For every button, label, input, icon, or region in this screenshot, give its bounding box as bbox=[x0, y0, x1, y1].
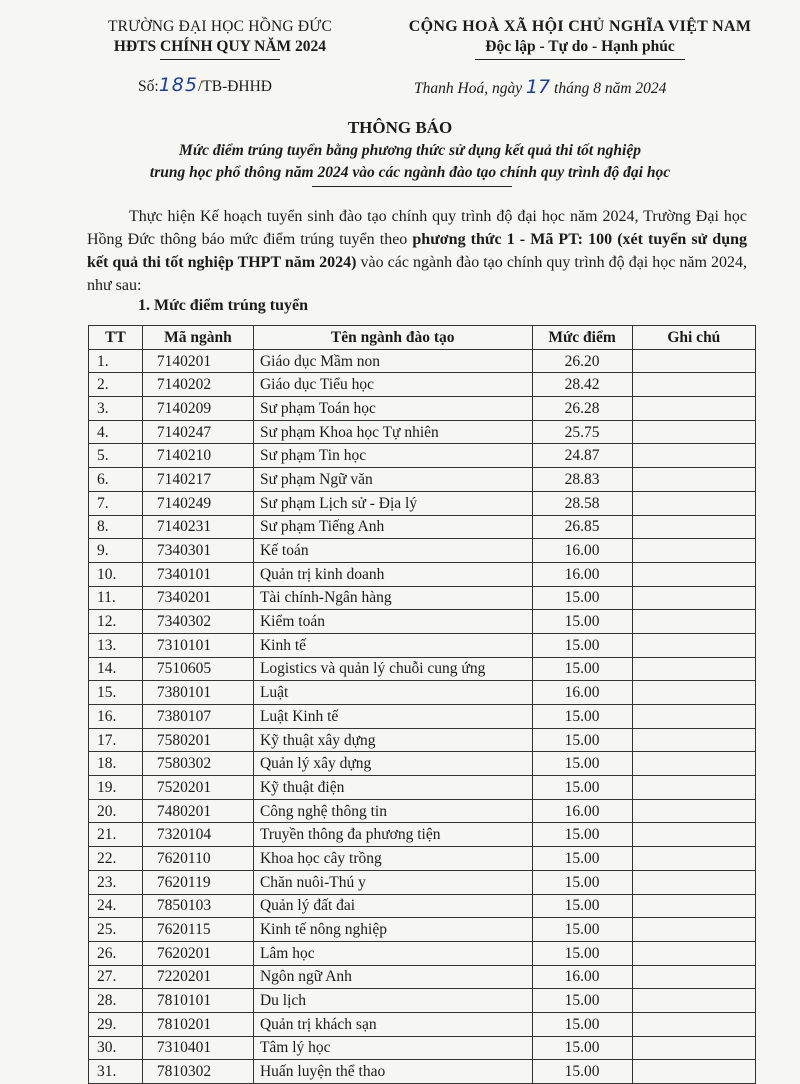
row-note bbox=[632, 823, 755, 847]
table-row bbox=[89, 847, 756, 871]
row-major-name: Kế toán bbox=[253, 539, 532, 563]
row-major-code: 7620110 bbox=[142, 847, 253, 871]
row-index: 2. bbox=[89, 373, 143, 397]
row-index: 14. bbox=[89, 657, 143, 681]
national-title: CỘNG HOÀ XÃ HỘI CHỦ NGHĨA VIỆT NAM bbox=[408, 18, 752, 35]
row-index: 7. bbox=[89, 491, 143, 515]
row-score: 15.00 bbox=[532, 989, 632, 1013]
document-subtitle-line2: trung học phổ thông năm 2024 vào các ngành đào tạo chính quy trình độ đại học bbox=[149, 164, 671, 181]
row-index: 16. bbox=[89, 705, 143, 729]
table-row bbox=[89, 586, 756, 610]
header-score: Mức điểm bbox=[532, 326, 632, 350]
row-score: 16.00 bbox=[532, 965, 632, 989]
row-note bbox=[632, 444, 755, 468]
row-score: 15.00 bbox=[532, 586, 632, 610]
row-major-name: Giáo dục Mầm non bbox=[253, 349, 532, 373]
row-index: 17. bbox=[89, 728, 143, 752]
row-note bbox=[632, 681, 755, 705]
row-note bbox=[632, 894, 755, 918]
row-major-code: 7140217 bbox=[142, 468, 253, 492]
row-major-code: 7310101 bbox=[142, 633, 253, 657]
row-score: 16.00 bbox=[532, 681, 632, 705]
table-row bbox=[89, 823, 756, 847]
row-score: 16.00 bbox=[532, 539, 632, 563]
header-major-name: Tên ngành đào tạo bbox=[253, 326, 532, 350]
row-major-code: 7140249 bbox=[142, 491, 253, 515]
table-row bbox=[89, 941, 756, 965]
table-row bbox=[89, 515, 756, 539]
row-note bbox=[632, 1012, 755, 1036]
date-suffix: tháng 8 năm 2024 bbox=[554, 80, 667, 97]
row-major-code: 7380107 bbox=[142, 705, 253, 729]
issuer-underline bbox=[160, 59, 280, 60]
table-row bbox=[89, 657, 756, 681]
row-major-name: Tâm lý học bbox=[253, 1036, 532, 1060]
row-index: 12. bbox=[89, 610, 143, 634]
row-score: 15.00 bbox=[532, 657, 632, 681]
row-note bbox=[632, 373, 755, 397]
row-score: 28.42 bbox=[532, 373, 632, 397]
row-note bbox=[632, 870, 755, 894]
table-row bbox=[89, 397, 756, 421]
row-note bbox=[632, 752, 755, 776]
row-major-code: 7810302 bbox=[142, 1060, 253, 1084]
row-score: 15.00 bbox=[532, 1036, 632, 1060]
row-major-name: Khoa học cây trồng bbox=[253, 847, 532, 871]
header-index: TT bbox=[89, 326, 143, 350]
row-major-name: Sư phạm Lịch sử - Địa lý bbox=[253, 491, 532, 515]
row-major-code: 7380101 bbox=[142, 681, 253, 705]
table-row bbox=[89, 610, 756, 634]
row-major-code: 7140210 bbox=[142, 444, 253, 468]
row-index: 24. bbox=[89, 894, 143, 918]
row-score: 15.00 bbox=[532, 823, 632, 847]
row-major-code: 7340101 bbox=[142, 562, 253, 586]
document-title: THÔNG BÁO bbox=[347, 118, 453, 137]
row-index: 28. bbox=[89, 989, 143, 1013]
row-major-code: 7140201 bbox=[142, 349, 253, 373]
row-note bbox=[632, 586, 755, 610]
row-index: 27. bbox=[89, 965, 143, 989]
row-major-code: 7140247 bbox=[142, 420, 253, 444]
row-major-code: 7620201 bbox=[142, 941, 253, 965]
row-note bbox=[632, 397, 755, 421]
row-index: 11. bbox=[89, 586, 143, 610]
row-note bbox=[632, 468, 755, 492]
row-index: 19. bbox=[89, 776, 143, 800]
date-prefix: Thanh Hoá, ngày bbox=[414, 80, 523, 97]
row-major-code: 7220201 bbox=[142, 965, 253, 989]
row-major-name: Huấn luyện thể thao bbox=[253, 1060, 532, 1084]
row-score: 15.00 bbox=[532, 941, 632, 965]
table-row bbox=[89, 444, 756, 468]
table-row bbox=[89, 1036, 756, 1060]
row-note bbox=[632, 633, 755, 657]
national-header bbox=[370, 18, 790, 60]
document-date bbox=[414, 76, 666, 98]
issuer-council: HĐTS CHÍNH QUY NĂM 2024 bbox=[113, 38, 327, 55]
row-major-name: Sư phạm Tiếng Anh bbox=[253, 515, 532, 539]
table-row bbox=[89, 894, 756, 918]
row-major-name: Sư phạm Khoa học Tự nhiên bbox=[253, 420, 532, 444]
row-score: 15.00 bbox=[532, 847, 632, 871]
row-index: 10. bbox=[89, 562, 143, 586]
table-row bbox=[89, 918, 756, 942]
row-index: 30. bbox=[89, 1036, 143, 1060]
row-major-code: 7850103 bbox=[142, 894, 253, 918]
motto-underline bbox=[475, 59, 685, 60]
row-major-code: 7310401 bbox=[142, 1036, 253, 1060]
national-motto: Độc lập - Tự do - Hạnh phúc bbox=[485, 38, 675, 55]
row-score: 16.00 bbox=[532, 799, 632, 823]
row-major-name: Quản lý xây dựng bbox=[253, 752, 532, 776]
row-score: 16.00 bbox=[532, 562, 632, 586]
row-note bbox=[632, 515, 755, 539]
row-major-name: Kinh tế bbox=[253, 633, 532, 657]
row-index: 3. bbox=[89, 397, 143, 421]
row-major-name: Luật bbox=[253, 681, 532, 705]
row-major-name: Tài chính-Ngân hàng bbox=[253, 586, 532, 610]
row-note bbox=[632, 728, 755, 752]
row-note bbox=[632, 776, 755, 800]
row-major-name: Quản trị khách sạn bbox=[253, 1012, 532, 1036]
row-index: 9. bbox=[89, 539, 143, 563]
row-major-name: Chăn nuôi-Thú y bbox=[253, 870, 532, 894]
row-note bbox=[632, 420, 755, 444]
table-row bbox=[89, 705, 756, 729]
row-major-code: 7340302 bbox=[142, 610, 253, 634]
row-index: 13. bbox=[89, 633, 143, 657]
row-score: 26.20 bbox=[532, 349, 632, 373]
row-major-name: Công nghệ thông tin bbox=[253, 799, 532, 823]
date-day-handwritten: 17 bbox=[525, 76, 551, 98]
row-index: 15. bbox=[89, 681, 143, 705]
row-major-code: 7620115 bbox=[142, 918, 253, 942]
subtitle-underline bbox=[312, 186, 512, 187]
row-index: 26. bbox=[89, 941, 143, 965]
row-major-code: 7320104 bbox=[142, 823, 253, 847]
table-row bbox=[89, 420, 756, 444]
row-major-code: 7520201 bbox=[142, 776, 253, 800]
row-major-name: Kinh tế nông nghiệp bbox=[253, 918, 532, 942]
row-major-name: Ngôn ngữ Anh bbox=[253, 965, 532, 989]
table-row bbox=[89, 799, 756, 823]
issuer-header bbox=[70, 18, 370, 60]
row-major-name: Lâm học bbox=[253, 941, 532, 965]
row-note bbox=[632, 657, 755, 681]
body-paragraph bbox=[87, 205, 747, 297]
row-index: 29. bbox=[89, 1012, 143, 1036]
table-header-row bbox=[89, 326, 756, 350]
row-major-name: Sư phạm Toán học bbox=[253, 397, 532, 421]
row-major-code: 7140202 bbox=[142, 373, 253, 397]
row-score: 15.00 bbox=[532, 610, 632, 634]
row-note bbox=[632, 610, 755, 634]
issuer-name: TRƯỜNG ĐẠI HỌC HỒNG ĐỨC bbox=[107, 18, 333, 35]
body-text-part1: Thực hiện Kế hoạch tuyển sinh đào tạo chính quy trình độ đại học năm 2024, Trường Đại học Hồng Đức thông báo mức điểm trúng tuyển theo bbox=[87, 208, 747, 248]
table-row bbox=[89, 989, 756, 1013]
row-index: 20. bbox=[89, 799, 143, 823]
row-score: 24.87 bbox=[532, 444, 632, 468]
row-major-name: Sư phạm Ngữ văn bbox=[253, 468, 532, 492]
admission-scores-table bbox=[88, 325, 756, 1084]
row-score: 26.85 bbox=[532, 515, 632, 539]
row-major-code: 7510605 bbox=[142, 657, 253, 681]
row-note bbox=[632, 1036, 755, 1060]
row-major-code: 7810101 bbox=[142, 989, 253, 1013]
table-row bbox=[89, 468, 756, 492]
row-index: 6. bbox=[89, 468, 143, 492]
row-score: 15.00 bbox=[532, 776, 632, 800]
section-title: 1. Mức điểm trúng tuyển bbox=[138, 297, 309, 314]
row-score: 15.00 bbox=[532, 1060, 632, 1084]
row-major-name: Quản lý đất đai bbox=[253, 894, 532, 918]
row-score: 15.00 bbox=[532, 1012, 632, 1036]
doc-number-prefix: Số: bbox=[138, 78, 159, 95]
row-note bbox=[632, 705, 755, 729]
row-major-code: 7340201 bbox=[142, 586, 253, 610]
row-score: 15.00 bbox=[532, 870, 632, 894]
table-row bbox=[89, 1060, 756, 1084]
row-major-name: Quản trị kinh doanh bbox=[253, 562, 532, 586]
doc-number-handwritten: 185 bbox=[158, 74, 198, 96]
table-row bbox=[89, 870, 756, 894]
body-text-part2: vào các ngành đào tạo chính quy trình độ đại học năm 2024, như sau: bbox=[87, 254, 748, 294]
table-row bbox=[89, 349, 756, 373]
row-index: 8. bbox=[89, 515, 143, 539]
row-note bbox=[632, 989, 755, 1013]
doc-number-suffix: /TB-ĐHHĐ bbox=[197, 78, 273, 95]
row-index: 31. bbox=[89, 1060, 143, 1084]
table-row bbox=[89, 1012, 756, 1036]
row-note bbox=[632, 918, 755, 942]
row-major-code: 7140231 bbox=[142, 515, 253, 539]
table-row bbox=[89, 681, 756, 705]
row-major-name: Logistics và quản lý chuỗi cung ứng bbox=[253, 657, 532, 681]
row-score: 25.75 bbox=[532, 420, 632, 444]
row-major-name: Kỹ thuật xây dựng bbox=[253, 728, 532, 752]
row-note bbox=[632, 491, 755, 515]
row-score: 15.00 bbox=[532, 918, 632, 942]
body-text-bold: phương thức 1 - Mã PT: 100 (xét tuyển sử dụng kết quả thi tốt nghiệp THPT năm 2024) bbox=[87, 231, 748, 271]
table-row bbox=[89, 539, 756, 563]
row-major-code: 7340301 bbox=[142, 539, 253, 563]
row-score: 28.83 bbox=[532, 468, 632, 492]
row-major-code: 7580302 bbox=[142, 752, 253, 776]
row-major-name: Sư phạm Tin học bbox=[253, 444, 532, 468]
row-note bbox=[632, 799, 755, 823]
row-score: 15.00 bbox=[532, 752, 632, 776]
row-note bbox=[632, 847, 755, 871]
document-subtitle-line1: Mức điểm trúng tuyển bằng phương thức sử dụng kết quả thi tốt nghiệp bbox=[179, 142, 641, 159]
row-index: 25. bbox=[89, 918, 143, 942]
row-score: 15.00 bbox=[532, 728, 632, 752]
table-row bbox=[89, 776, 756, 800]
row-major-code: 7580201 bbox=[142, 728, 253, 752]
row-major-code: 7480201 bbox=[142, 799, 253, 823]
table-row bbox=[89, 562, 756, 586]
row-major-name: Du lịch bbox=[253, 989, 532, 1013]
row-note bbox=[632, 965, 755, 989]
row-major-code: 7620119 bbox=[142, 870, 253, 894]
table-row bbox=[89, 491, 756, 515]
row-major-name: Giáo dục Tiểu học bbox=[253, 373, 532, 397]
table-row bbox=[89, 373, 756, 397]
row-index: 21. bbox=[89, 823, 143, 847]
row-major-name: Luật Kinh tế bbox=[253, 705, 532, 729]
row-note bbox=[632, 941, 755, 965]
row-note bbox=[632, 349, 755, 373]
row-note bbox=[632, 562, 755, 586]
row-index: 22. bbox=[89, 847, 143, 871]
row-score: 15.00 bbox=[532, 705, 632, 729]
row-index: 1. bbox=[89, 349, 143, 373]
table-row bbox=[89, 728, 756, 752]
table-row bbox=[89, 633, 756, 657]
header-note: Ghi chú bbox=[632, 326, 755, 350]
row-note bbox=[632, 539, 755, 563]
header-major-code: Mã ngành bbox=[142, 326, 253, 350]
row-major-name: Truyền thông đa phương tiện bbox=[253, 823, 532, 847]
row-score: 15.00 bbox=[532, 894, 632, 918]
table-row bbox=[89, 752, 756, 776]
row-major-name: Kỹ thuật điện bbox=[253, 776, 532, 800]
row-major-code: 7810201 bbox=[142, 1012, 253, 1036]
row-index: 4. bbox=[89, 420, 143, 444]
row-score: 28.58 bbox=[532, 491, 632, 515]
row-score: 26.28 bbox=[532, 397, 632, 421]
row-index: 5. bbox=[89, 444, 143, 468]
row-major-code: 7140209 bbox=[142, 397, 253, 421]
row-major-name: Kiểm toán bbox=[253, 610, 532, 634]
table-row bbox=[89, 965, 756, 989]
row-index: 23. bbox=[89, 870, 143, 894]
row-index: 18. bbox=[89, 752, 143, 776]
row-score: 15.00 bbox=[532, 633, 632, 657]
document-number bbox=[138, 74, 272, 96]
row-note bbox=[632, 1060, 755, 1084]
